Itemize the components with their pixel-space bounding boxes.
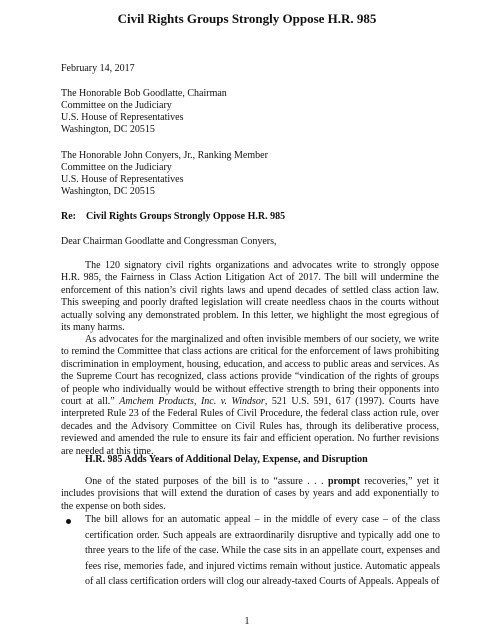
letter-date: February 14, 2017 [61,63,135,74]
salutation: Dear Chairman Goodlatte and Congressman Conyers, [61,236,277,247]
paragraph-advocates-text-cont: , 521 U.S. 591, 617 (1997). Courts have interpreted Rule 23 of the Federal Rules of Civil Procedure, the federal class action rule, over decades and the Advisory Committee on Civil Rules has, through its deliberative process, reviewed and amended the rule to ensure its fair and efficient operation. No further revisions are needed at this time. [61,396,439,457]
address1-line: The Honorable Bob Goodlatte, Chairman [61,88,227,99]
address2-line: U.S. House of Representatives [61,174,184,185]
case-citation: Amchem Products, Inc. v. Windsor [119,396,265,408]
paragraph-advocates-text: As advocates for the marginalized and often invisible members of our society, we write to remind the Committee that class actions are critical for the enforcement of laws prohibiting discrimination in employment, housing, education, and access to public areas and services. As the Supreme Court has recognized, class actions provide “vindication of the rights of groups of people who individually would be without effective strength to bring their opponents into court at all.” [61,334,439,408]
address1-line: Washington, DC 20515 [61,124,155,135]
bullet-icon [66,519,71,524]
bullet-item-appeal: The bill allows for an automatic appeal – in the middle of every case – of the class certification order. Such appeals are extraordinarily disruptive and typically add one to three years to the life of the case. While the case sits in an appellate court, expenses and fees rise, memories fade, and injured victims remain without justice. Automatic appeals of all class certification orders will clog our already-taxed Courts of Appeals. Appeals of [85,514,440,588]
re-subject: Civil Rights Groups Strongly Oppose H.R. 985 [86,211,286,222]
paragraph-advocates [61,334,439,458]
document-title: Civil Rights Groups Strongly Oppose H.R. 985 [117,11,377,26]
address2-line: Washington, DC 20515 [61,186,155,197]
address2-line: Committee on the Judiciary [61,162,172,173]
paragraph-purpose-text-cont: recoveries,” yet it includes provisions that will extend the duration of cases by years and add exponentially to the expense on both sides. [61,476,439,512]
address1-line: Committee on the Judiciary [61,100,172,111]
address1-line: U.S. House of Representatives [61,112,184,123]
re-label: Re: [61,211,76,222]
paragraph-purpose-text: One of the stated purposes of the bill is to “assure . . . [85,476,328,487]
page-number: 1 [244,616,250,627]
paragraph-intro-text: The 120 signatory civil rights organizations and advocates write to strongly oppose H.R. 985, the Fairness in Class Action Litigation Act of 2017. The bill will undermine the enforcement of this nation’s civil rights laws and upend decades of settled class action law. This sweeping and poorly drafted legislation will create needless chaos in the courts without actually solving any demonstrated problem. In this letter, we highlight the most egregious of its many harms. [61,260,439,334]
section-heading: H.R. 985 Adds Years of Additional Delay, Expense, and Disruption [85,454,368,465]
address2-line: The Honorable John Conyers, Jr., Ranking Member [61,150,268,161]
paragraph-purpose [61,476,439,513]
emphasis-prompt: prompt [327,476,360,487]
paragraph-intro [61,260,439,334]
